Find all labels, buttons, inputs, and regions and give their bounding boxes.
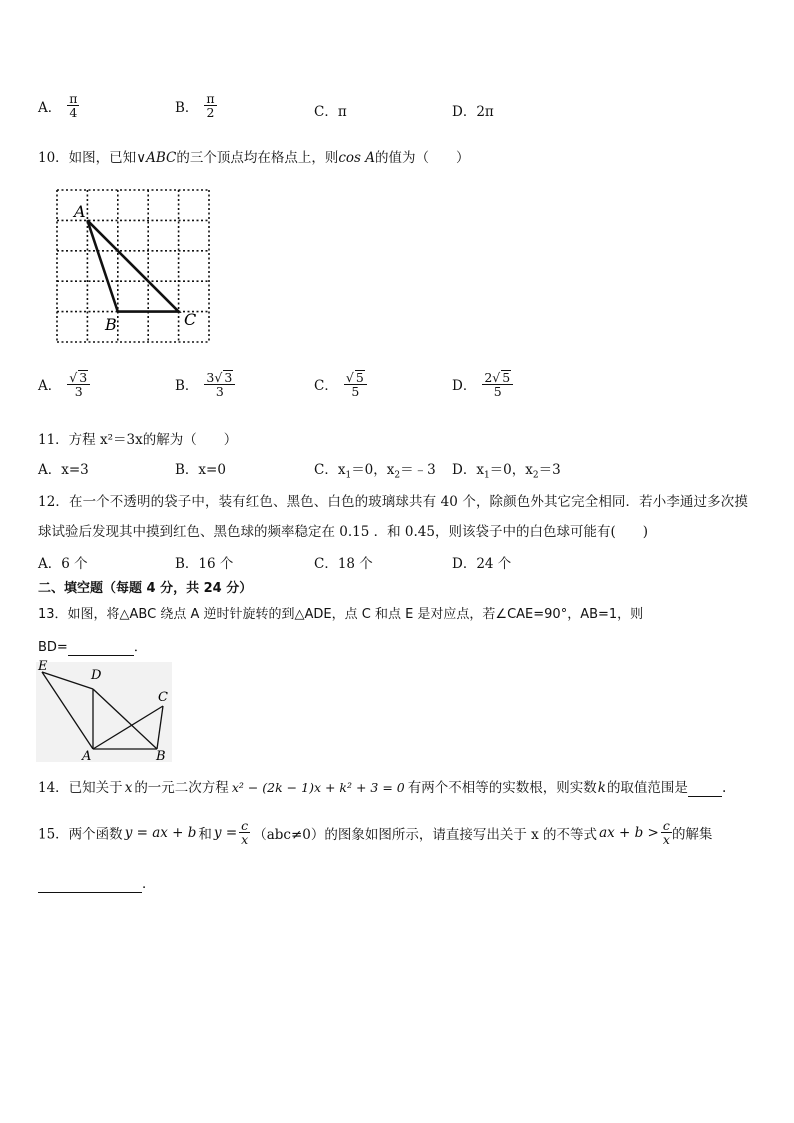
q11-stem: 11．方程 x²＝3x的解为（ ） — [38, 432, 238, 448]
fraction: $\frac{c}{x}$ — [241, 818, 249, 848]
answer-blank — [68, 640, 134, 656]
label-b: B — [105, 315, 117, 334]
q12-option-d: D．24 个 — [452, 556, 512, 572]
q13-rotation-figure — [36, 656, 176, 764]
label-c: C — [158, 690, 168, 705]
q12-option-b: B．16 个 — [175, 556, 234, 572]
q11-option-c: C．$x_1=0$，$x_2=﹣3$ — [314, 462, 436, 481]
q9-option-b: B． $\frac{\pi}{2}$ — [175, 91, 215, 121]
label-d: D — [91, 668, 102, 683]
fraction: $\frac{√ 3}{3}$ — [67, 370, 90, 398]
fraction: $\frac{3√ 3}{3}$ — [204, 370, 235, 398]
q12-option-c: C．18 个 — [314, 556, 373, 572]
fraction: $\frac{2√ 5}{5}$ — [482, 370, 513, 398]
fraction: $\frac{√ 5}{5}$ — [344, 370, 367, 398]
q11-option-b: B．x=0 — [175, 462, 226, 478]
label-e: E — [38, 659, 48, 674]
q12-line1: 12．在一个不透明的袋子中，装有红色、黑色、白色的玻璃球共有 40 个，除颜色外其它完全相同．若小李通过多次摸 — [38, 494, 748, 510]
q13-line2: BD= ． — [38, 640, 147, 655]
fraction: $\frac{c}{x}$ — [662, 818, 670, 848]
q13-line1: 13．如图，将△ABC 绕点 A 逆时针旋转的到△ADE，点 C 和点 E 是对应点，若∠CAE=90°，AB=1，则 — [38, 607, 644, 622]
label-a: A — [82, 749, 92, 764]
q10-grid-figure — [50, 185, 220, 345]
q14-stem: 14．已知关于 x 的一元二次方程 x² − (2k − 1)x + k² + 3 = 0 有两个不相等的实数根，则实数k的取值范围是 . — [38, 780, 727, 796]
q11-option-d: D．$x_1=0$，$x_2=3$ — [452, 462, 561, 481]
label-b: B — [156, 749, 166, 764]
q9-option-a: A． $\frac{\pi}{4}$ — [38, 91, 78, 121]
q10-stem: 10．如图，已知∨ABC的三个顶点均在格点上，则cos A的值为（ ） — [38, 150, 470, 166]
q12-option-a: A．6 个 — [38, 556, 88, 572]
q9-option-c: C．π — [314, 104, 347, 120]
answer-blank — [38, 876, 142, 893]
label-c: C — [184, 310, 197, 329]
q10-option-a: A． $\frac{√ 3}{3}$ — [38, 370, 90, 398]
q10-option-d: D． $\frac{2√ 5}{5}$ — [452, 370, 513, 398]
section-heading: 二、填空题（每题 4 分，共 24 分） — [38, 581, 253, 596]
q11-option-a: A．x=3 — [38, 462, 89, 478]
q10-option-b: B． $\frac{3√ 3}{3}$ — [175, 370, 235, 398]
fraction: $\frac{\pi}{4}$ — [69, 91, 78, 121]
q12-line2: 球试验后发现其中摸到红色、黑色球的频率稳定在 0.15 ．和 0.45，则该袋子中的白色球可能有( ) — [38, 524, 649, 540]
answer-blank — [688, 780, 722, 797]
label-a: A — [74, 202, 86, 221]
triangle-abc — [87, 220, 178, 311]
fraction: $\frac{\pi}{2}$ — [206, 91, 215, 121]
q15-stem: 15．两个函数 y = ax + b 和 y = $\frac{c}{x}$ （abc≠0）的图象如图所示，请直接写出关于 x 的不等式 ax + b > $\frac{c}{x}$ 的解集 — [38, 818, 713, 848]
q15-answer-line: ． — [38, 872, 156, 893]
q10-option-c: C． $\frac{√ 5}{5}$ — [314, 370, 367, 398]
q9-option-d: D．2π — [452, 104, 494, 120]
